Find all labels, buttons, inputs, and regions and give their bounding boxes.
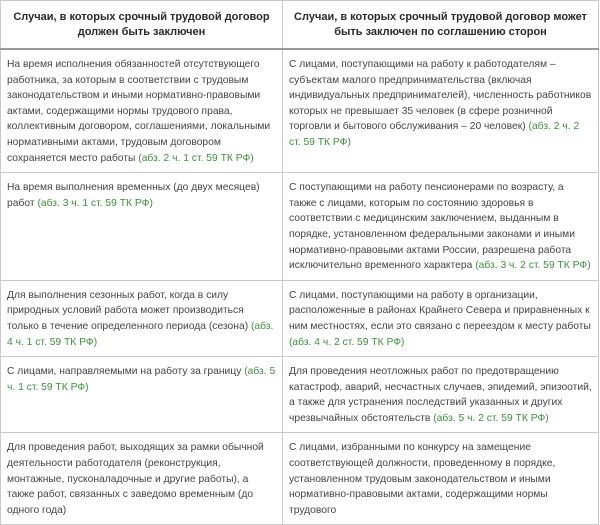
table-row	[1, 433, 599, 525]
law-reference: (абз. 5 ч. 2 ст. 59 ТК РФ)	[433, 412, 549, 424]
law-reference: (абз. 3 ч. 1 ст. 59 ТК РФ)	[37, 197, 153, 209]
law-reference: (абз. 4 ч. 1 ст. 59 ТК РФ)	[7, 320, 274, 348]
table-row	[1, 280, 599, 356]
table-cell	[1, 433, 283, 525]
cell-text: На время исполнения обязанностей отсутствующего работника, за которым в соответствии с трудовым законодательством и иными нормативно-правовыми актами, содержащими нормы трудового права, коллективным договором, соглашениями, локальными нормативными актами, трудовым договором сохраняется место работы	[7, 59, 271, 164]
table-cell	[1, 173, 283, 281]
cell-text: С лицами, поступающими на работу к работодателям – субъектам малого предпринимательства (включая индивидуальных предпринимателей), численность работников которых не превышает 35 человек (в сфере розничной торговли и бытового обслуживания – 20 человек)	[289, 59, 592, 133]
header-mandatory-cases: Случаи, в которых срочный трудовой договор должен быть заключен	[1, 1, 283, 50]
table-cell	[1, 280, 283, 356]
table-row	[1, 49, 599, 173]
table-row	[1, 173, 599, 281]
cell-text: С поступающими на работу пенсионерами по возрасту, а также с лицами, которым по состоянию здоровья в соответствии с медицинским заключением, выданным в порядке, установленном федеральными законами и иными нормативно-правовыми актами России, разрешена работа исключительно временного характера	[289, 182, 575, 272]
table-cell	[283, 433, 599, 525]
cell-text: С лицами, направляемыми на работу за границу	[7, 366, 245, 378]
cell-text: Для проведения работ, выходящих за рамки обычной деятельности работодателя (реконструкция, монтажные, пусконаладочные и другие работы), а также работ, связанных с заведомо временным (до одного года)	[7, 442, 264, 516]
header-agreement-cases: Случаи, в которых срочный трудовой договор может быть заключен по соглашению сторон	[283, 1, 599, 50]
table-cell	[1, 357, 283, 433]
table-header-row	[1, 1, 599, 50]
table-cell	[283, 280, 599, 356]
table-cell	[283, 49, 599, 173]
table-cell	[1, 49, 283, 173]
table-cell	[283, 357, 599, 433]
cell-text: С лицами, избранными по конкурсу на замещение соответствующей должности, проведенному в порядке, установленном трудовым законодательством и иными нормативно-правовыми актами, содержащими нормы трудового	[289, 442, 556, 516]
table-row	[1, 357, 599, 433]
cell-text: Для проведения неотложных работ по предотвращению катастроф, аварий, несчастных случаев, эпидемий, эпизоотий, а также для устранения последствий указанных и других чрезвычайных обстоятельств	[289, 366, 592, 424]
law-reference: (абз. 4 ч. 2 ст. 59 ТК РФ)	[289, 336, 405, 348]
cell-text: С лицами, поступающими на работу в организации, расположенные в районах Крайнего Севера и приравненных к ним местностях, если это связано с переездом к месту работы	[289, 289, 591, 332]
law-reference: (абз. 5 ч. 1 ст. 59 ТК РФ)	[7, 366, 276, 393]
law-reference: (абз. 2 ч. 1 ст. 59 ТК РФ)	[138, 152, 254, 164]
cell-text: На время выполнения временных (до двух месяцев) работ	[7, 182, 260, 209]
table-cell	[283, 173, 599, 281]
law-reference: (абз. 3 ч. 2 ст. 59 ТК РФ)	[475, 260, 591, 272]
cell-text: Для выполнения сезонных работ, когда в силу природных условий работа может производиться только в течение определенного периода (сезона)	[7, 289, 251, 332]
law-reference: (абз. 2 ч. 2 ст. 59 ТК РФ)	[289, 121, 580, 148]
